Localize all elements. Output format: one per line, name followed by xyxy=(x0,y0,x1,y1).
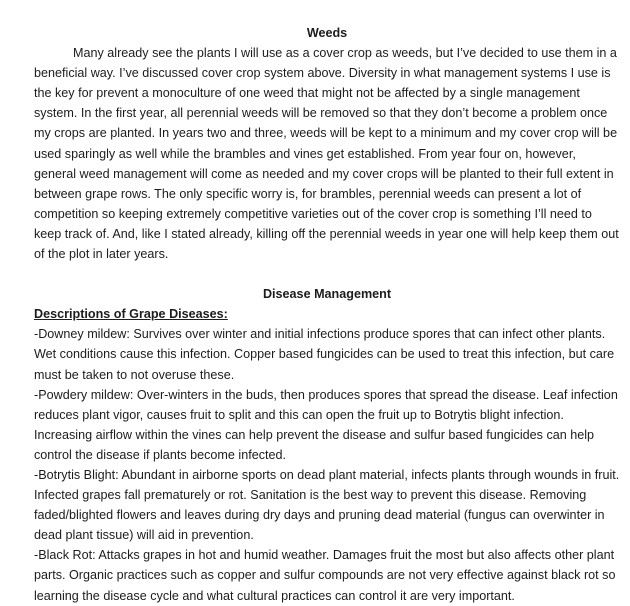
grape-diseases-subheading: Descriptions of Grape Diseases: xyxy=(34,307,228,322)
disease-item-downey-mildew: -Downey mildew: Survives over winter and initial infections produce spores that can infect other plants. Wet conditions cause this infection. Copper based fungicides can be used to treat this infection, but care must be taken to not overuse these. xyxy=(34,327,615,382)
weeds-paragraph: Many already see the plants I will use as a cover crop as weeds, but I’ve decided to use them in a beneficial way. I’ve discussed cover crop system above. Diversity in what management systems I use is the key for prevent a monoculture of one weed that might not be affected by a single management system. In the first year, all perennial weeds will be removed so that they don’t become a problem once my crops are planted. In years two and three, weeds will be kept to a minimum and my cover crop will be used sparingly as well while the brambles and vines get established. From year four on, however, general weed management will come as needed and my cover crops will be planted to their full extent in between grape rows. The only specific worry is, for brambles, perennial weeds can present a lot of competition so keeping extremely competitive varieties out of the cover crop is something I’ll need to keep track of. And, like I stated already, killing off the perennial weeds in year one will help keep them out of the plot in later years. xyxy=(34,46,619,262)
disease-item-powdery-mildew: -Powdery mildew: Over-winters in the buds, then produces spores that spread the disease. Leaf infection reduces plant vigor, causes fruit to split and this can open the fruit up to Botrytis blight infection. Increasing airflow within the vines can help prevent the disease and sulfur based fungicides can help control the disease if plants become infected. xyxy=(34,387,618,462)
disease-item-black-rot: -Black Rot: Attacks grapes in hot and humid weather. Damages fruit the most but also affects other plant parts. Organic practices such as copper and sulfur compounds are not very effective against black rot so learning the disease cycle and what cultural practices can control it are very important. xyxy=(34,548,616,603)
disease-item-botrytis-blight: -Botrytis Blight: Abundant in airborne sports on dead plant material, infects plants through wounds in fruit. Infected grapes fall prematurely or rot. Sanitation is the best way to prevent this disease. Removing faded/blighted flowers and leaves during dry days and pruning dead material (fungus can overwinter in dead plant tissue) will aid in prevention. xyxy=(34,467,620,543)
weeds-heading: Weeds xyxy=(306,26,348,40)
disease-management-heading: Disease Management xyxy=(262,287,392,302)
